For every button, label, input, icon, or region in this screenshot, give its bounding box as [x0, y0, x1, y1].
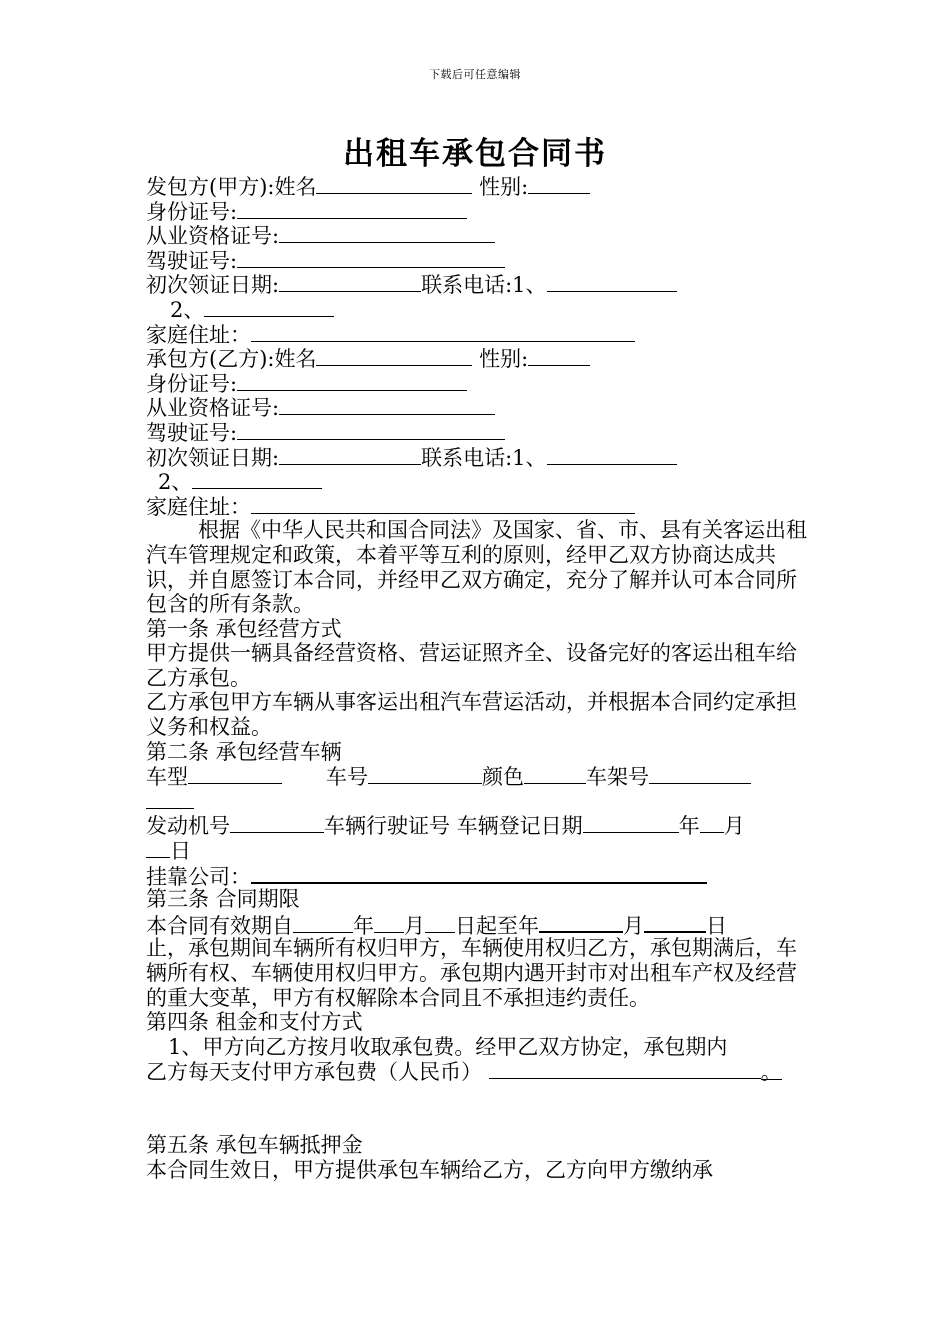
party-b-gender-field[interactable]: [528, 346, 590, 366]
article-5-paragraph: 本合同生效日，甲方提供承包车辆给乙方，乙方向甲方缴纳承: [146, 1157, 713, 1182]
period-end-month-field[interactable]: [644, 912, 706, 933]
party-b-qual-field[interactable]: [279, 395, 495, 415]
engine-number-label: 发动机号: [146, 814, 230, 839]
party-a-first-date-label: 初次领证日期:: [146, 273, 280, 298]
party-a-phone2-row: [146, 297, 808, 322]
party-b-phone1-field[interactable]: [547, 445, 677, 465]
vehicle-frame-label: 车架号: [586, 765, 649, 790]
vehicle-color-field[interactable]: [524, 764, 586, 784]
contract-period-row: [146, 912, 808, 937]
registration-month-label: 月: [723, 814, 745, 839]
vehicle-info-row: [146, 764, 808, 789]
party-a-license-field[interactable]: [237, 248, 505, 268]
vehicle-frame-field[interactable]: [649, 764, 751, 784]
party-a-gender-label: 性别:: [479, 175, 529, 199]
party-b-qual-label: 从业资格证号:: [146, 396, 280, 421]
period-start-year-label: 年: [353, 913, 374, 938]
party-b-qual-row: [146, 395, 808, 420]
party-b-phone2-field[interactable]: [192, 469, 322, 489]
period-end-day-label: 日: [706, 913, 727, 938]
party-a-address-field[interactable]: [251, 322, 635, 342]
party-b-first-date-label: 初次领证日期:: [146, 445, 280, 470]
company-label: 挂靠公司：: [146, 864, 251, 889]
period-end-month-label: 月: [623, 913, 644, 938]
party-a-phone1-field[interactable]: [547, 272, 677, 292]
party-b-address-field[interactable]: [251, 494, 635, 514]
period-intro: 本合同有效期自: [146, 913, 293, 938]
party-a-address-label: 家庭住址：: [146, 322, 251, 347]
party-a-qual-label: 从业资格证号:: [146, 224, 280, 249]
vehicle-plate-label: 车号: [326, 765, 368, 790]
period-end-year-field[interactable]: [539, 912, 623, 933]
party-b-phone1-label: 联系电话:1、: [421, 445, 547, 470]
party-b-phone2-row: [146, 469, 808, 494]
party-a-phone1-label: 联系电话:1、: [421, 273, 547, 298]
party-b-name-row: [146, 346, 808, 371]
party-a-id-row: [146, 199, 808, 224]
party-a-date-phone-row: [146, 272, 808, 297]
party-b-first-date-field[interactable]: [279, 445, 421, 465]
party-a-address-row: [146, 322, 808, 347]
party-b-id-label: 身份证号:: [146, 371, 238, 396]
vehicle-model-field[interactable]: [188, 764, 282, 784]
party-a-qual-row: [146, 223, 808, 248]
blank-gap: [146, 1084, 808, 1133]
preamble-paragraph: 根据《中华人民共和国合同法》及国家、省、市、县有关客运出租汽车管理规定和政策，本着平等互利的原则，经甲乙双方协商达成共识，并自愿签订本合同，并经甲乙双方确定，充分了解并认可本合同所包含的所有条款。: [146, 518, 807, 617]
party-b-license-label: 驾驶证号:: [146, 420, 238, 445]
party-a-phone2-label: 2、: [170, 297, 205, 322]
period-start-day-field[interactable]: [425, 913, 455, 933]
registration-day-row: [146, 838, 808, 863]
vehicle-plate-field[interactable]: [368, 764, 482, 784]
party-b-license-row: [146, 420, 808, 445]
period-start-month-field[interactable]: [374, 913, 404, 933]
party-a-license-label: 驾驶证号:: [146, 248, 238, 273]
period-start-year-field[interactable]: [293, 913, 353, 933]
article-1-paragraph-2: 乙方承包甲方车辆从事客运出租汽车营运活动，并根据本合同约定承担义务和权益。: [146, 690, 797, 740]
registration-date-label: 车辆登记日期: [456, 814, 583, 839]
article-3-paragraph: 止，承包期间车辆所有权归甲方，车辆使用权归乙方，承包期满后，车辆所有权、车辆使用权归甲方。承包期内遇开封市对出租车产权及经营的重大变革，甲方有权解除本合同且不承担违约责任。: [146, 936, 797, 1010]
article-4-line-2: [146, 1059, 808, 1084]
contract-body: [146, 174, 808, 1182]
article-4-heading: 第四条 租金和支付方式: [146, 1010, 363, 1035]
registration-day-label: 日: [170, 839, 191, 864]
company-row: [146, 863, 808, 888]
party-a-first-date-field[interactable]: [279, 272, 421, 292]
article-4-line-1: 1、甲方向乙方按月收取承包费。经甲乙双方协定，承包期内: [168, 1034, 728, 1059]
engine-number-field[interactable]: [230, 813, 324, 833]
registration-month-field[interactable]: [700, 813, 724, 833]
party-a-gender-field[interactable]: [528, 174, 590, 194]
party-b-license-field[interactable]: [237, 420, 505, 440]
article-1-paragraph-1: 甲方提供一辆具备经营资格、营运证照齐全、设备完好的客运出租车给乙方承包。: [146, 641, 797, 690]
vehicle-engine-row: [146, 813, 808, 838]
party-b-phone2-label: 2、: [158, 470, 193, 495]
article-5-heading: 第五条 承包车辆抵押金: [146, 1132, 363, 1157]
article-3-heading: 第三条 合同期限: [146, 887, 300, 912]
vehicle-color-label: 颜色: [482, 765, 524, 790]
party-a-name-row: [146, 174, 808, 199]
party-a-license-row: [146, 248, 808, 273]
party-a-name-label: 发包方(甲方):姓名: [146, 175, 317, 199]
party-b-gender-label: 性别:: [479, 347, 529, 372]
registration-day-field[interactable]: [146, 838, 170, 858]
vehicle-model-label: 车型: [146, 765, 188, 790]
party-b-name-label: 承包方(乙方):姓名: [146, 347, 317, 372]
party-a-name-field[interactable]: [316, 174, 472, 194]
vehicle-frame-continuation: [146, 789, 808, 814]
party-b-address-row: [146, 494, 808, 519]
party-b-id-row: [146, 371, 808, 396]
party-a-id-field[interactable]: [237, 199, 467, 219]
header-note: 下载后可任意编辑: [429, 68, 521, 81]
article-2-heading: 第二条 承包经营车辆: [146, 739, 342, 764]
party-a-phone2-field[interactable]: [204, 297, 334, 317]
registration-year-label: 年: [678, 814, 700, 839]
vehicle-frame-field-continued[interactable]: [146, 789, 194, 809]
party-a-id-label: 身份证号:: [146, 199, 238, 224]
party-b-date-phone-row: [146, 445, 808, 470]
party-a-qual-field[interactable]: [279, 223, 495, 243]
party-b-address-label: 家庭住址：: [146, 494, 251, 519]
company-field[interactable]: [251, 863, 707, 884]
party-b-id-field[interactable]: [237, 371, 467, 391]
daily-fee-field[interactable]: [489, 1059, 761, 1079]
daily-fee-end: 。: [760, 1060, 782, 1085]
period-start-month-label: 月: [404, 913, 425, 938]
contract-title: 出租车承包合同书: [343, 136, 607, 172]
article-1-heading: 第一条 承包经营方式: [146, 616, 342, 641]
period-start-day-label: 日起至年: [455, 913, 539, 938]
registration-year-field[interactable]: [583, 813, 679, 833]
party-b-name-field[interactable]: [316, 346, 472, 366]
daily-fee-label: 乙方每天支付甲方承包费（人民币）: [146, 1060, 482, 1085]
driving-license-label: 车辆行驶证号: [324, 814, 450, 839]
